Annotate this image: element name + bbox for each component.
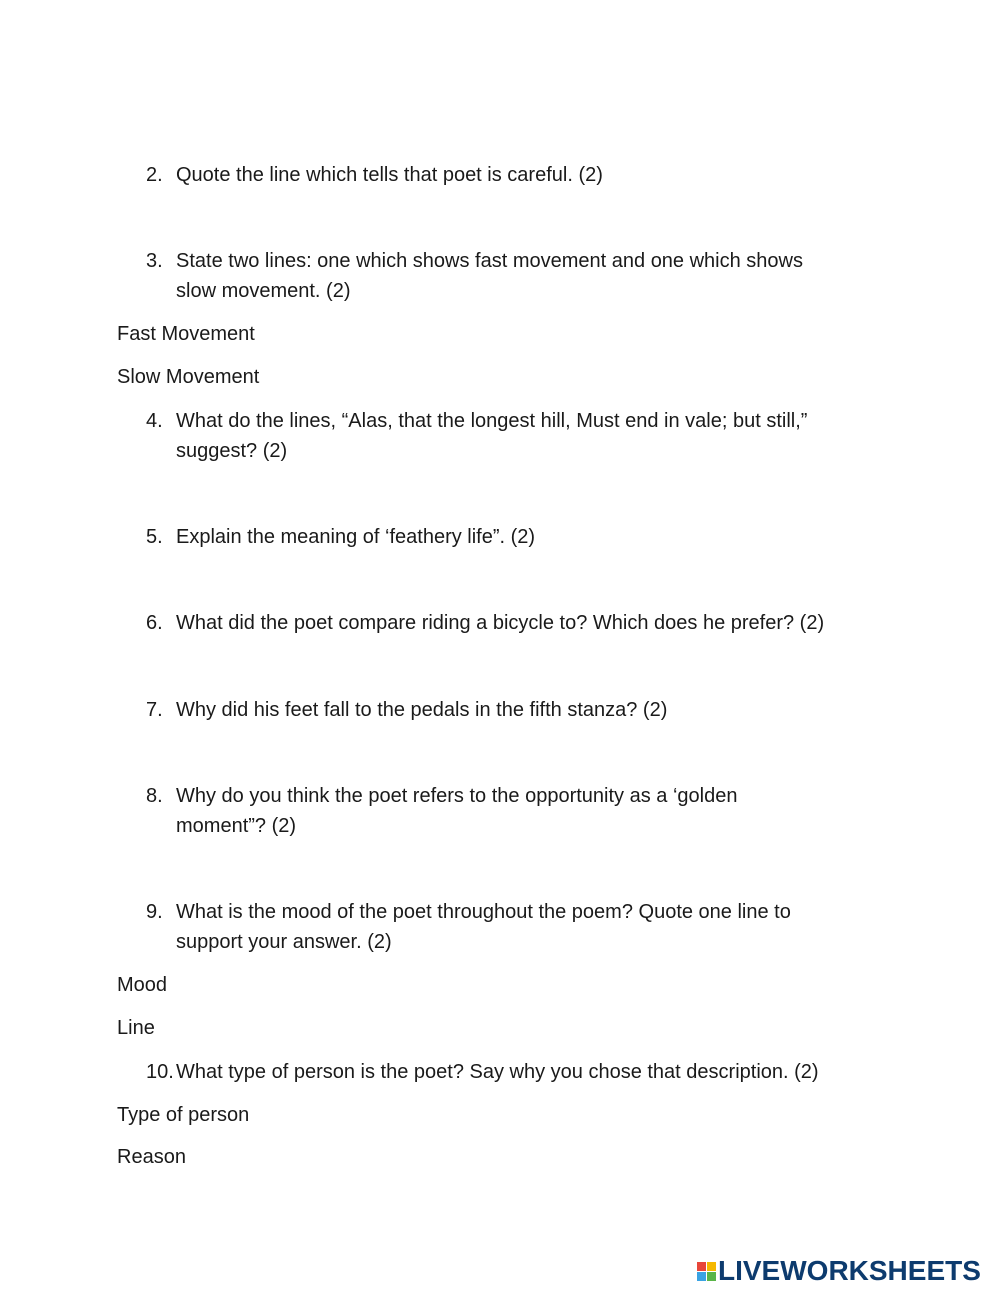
label-type-of-person: Type of person: [117, 1104, 250, 1126]
question-text: Why do you think the poet refers to the opportunity as a ‘golden moment”? (2): [176, 785, 738, 837]
logo-tiles-icon: [697, 1262, 716, 1281]
logo-text: LIVEWORKSHEETS: [718, 1255, 981, 1286]
question-number: 8.: [146, 785, 163, 807]
question-8: [146, 781, 806, 841]
question-text: What did the poet compare riding a bicycle to? Which does he prefer? (2): [176, 612, 825, 634]
label-reason: Reason: [117, 1146, 186, 1168]
logo-tile: [707, 1262, 716, 1271]
liveworksheets-logo: [697, 1254, 981, 1288]
question-number: 3.: [146, 250, 163, 272]
label-slow-movement: Slow Movement: [117, 366, 260, 388]
question-number: 7.: [146, 699, 163, 721]
question-6: [146, 608, 886, 638]
question-5: [146, 522, 866, 552]
question-4: [146, 406, 861, 466]
label-fast-movement: Fast Movement: [117, 323, 255, 345]
question-3: [146, 246, 846, 306]
question-number: 4.: [146, 410, 163, 432]
question-text: Quote the line which tells that poet is careful. (2): [176, 164, 603, 186]
question-10: [146, 1057, 886, 1087]
question-2: [146, 160, 866, 190]
question-7: [146, 695, 866, 725]
question-number: 6.: [146, 612, 163, 634]
question-text: What type of person is the poet? Say why you chose that description. (2): [176, 1061, 819, 1083]
question-text: State two lines: one which shows fast movement and one which shows slow movement. (2): [176, 250, 803, 302]
question-9: [146, 897, 846, 957]
logo-tile: [697, 1272, 706, 1281]
question-text: Why did his feet fall to the pedals in the fifth stanza? (2): [176, 699, 668, 721]
logo-tile: [697, 1262, 706, 1271]
label-line: Line: [117, 1017, 155, 1039]
question-number: 5.: [146, 526, 163, 548]
question-number: 2.: [146, 164, 163, 186]
question-text: Explain the meaning of ‘feathery life”. (2): [176, 526, 536, 548]
logo-tile: [707, 1272, 716, 1281]
label-mood: Mood: [117, 974, 168, 996]
question-number: 9.: [146, 901, 163, 923]
question-text: What is the mood of the poet throughout the poem? Quote one line to support your answer. (2): [176, 901, 791, 953]
question-number: 10.: [146, 1061, 174, 1083]
question-text: What do the lines, “Alas, that the longest hill, Must end in vale; but still,” suggest? (2): [176, 410, 808, 462]
